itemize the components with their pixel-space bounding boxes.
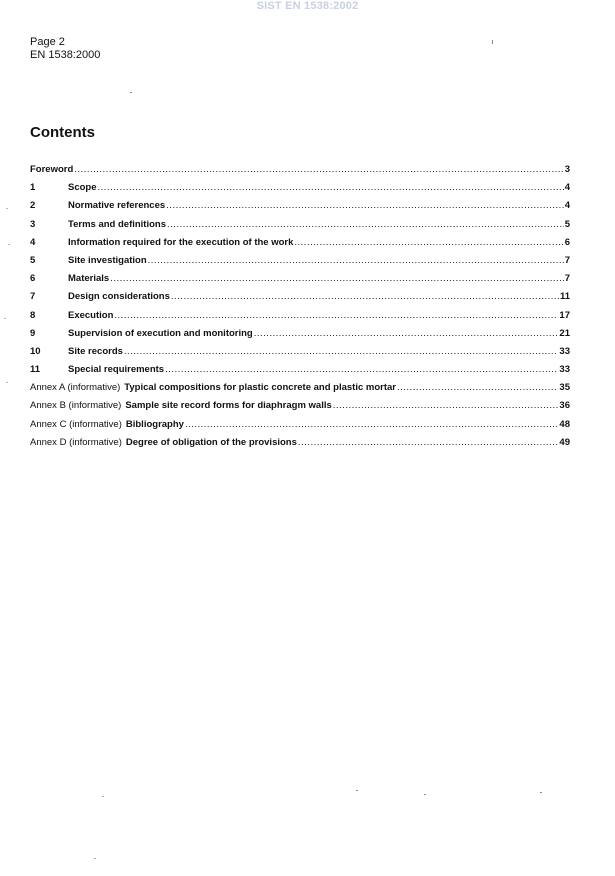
toc-dot-leader (74, 164, 563, 175)
toc-number: 3 (30, 218, 36, 230)
toc-page-number: 4 (564, 200, 570, 212)
toc-label: Special requirements (68, 364, 165, 376)
toc-page-number: 5 (564, 218, 570, 230)
page-label: Page 2 (30, 36, 65, 48)
toc-entry (30, 164, 570, 182)
toc-label: Site investigation (68, 254, 147, 266)
page-header (30, 36, 100, 62)
toc-dot-leader (148, 255, 564, 266)
toc-dot-leader (397, 382, 558, 393)
toc-number: 5 (30, 254, 36, 266)
toc-dot-leader (166, 200, 564, 211)
toc-label: Bibliography (125, 418, 184, 430)
toc-page-number: 11 (559, 291, 570, 303)
toc-page-number: 3 (564, 164, 570, 175)
toc-dot-leader (98, 182, 564, 193)
toc-number: 6 (30, 273, 36, 285)
toc-label: Information required for the execution of the work (68, 236, 294, 248)
toc-label: Terms and definitions (68, 218, 167, 230)
toc-page-number: 35 (559, 382, 570, 394)
toc-label: Typical compositions for plastic concrete and plastic mortar (124, 382, 396, 394)
toc-number: 1 (30, 182, 36, 194)
toc-entry (30, 419, 570, 437)
toc-page-number: 33 (559, 345, 570, 357)
toc-entry (30, 364, 570, 382)
toc-entry (30, 255, 570, 273)
document-id: EN 1538:2000 (30, 49, 101, 61)
toc-dot-leader (167, 219, 564, 230)
toc-entry (30, 291, 570, 309)
page-title: Contents (30, 124, 95, 141)
scan-speck (540, 792, 542, 793)
toc-annex-prefix: Annex B (informative) (30, 400, 122, 412)
toc-page-number: 49 (559, 436, 570, 448)
toc-label: Foreword (30, 164, 74, 175)
toc-number: 10 (30, 345, 41, 357)
toc-label: Supervision of execution and monitoring (68, 327, 253, 339)
toc-page-number: 36 (559, 400, 570, 412)
toc-number: 7 (30, 291, 36, 303)
scan-speck (356, 790, 358, 791)
toc-entry (30, 382, 570, 400)
toc-number: 11 (30, 364, 41, 376)
toc-number: 2 (30, 200, 36, 212)
toc-entry (30, 437, 570, 455)
toc-dot-leader (114, 310, 558, 321)
scan-speck (102, 796, 104, 797)
scan-speck (492, 40, 493, 44)
toc-label: Sample site record forms for diaphragm walls (125, 400, 332, 412)
scan-speck (130, 92, 132, 93)
toc-entry (30, 219, 570, 237)
toc-entry (30, 310, 570, 328)
toc-entry (30, 273, 570, 291)
toc-label: Site records (68, 345, 123, 357)
toc-dot-leader (254, 328, 559, 339)
toc-entry (30, 400, 570, 418)
toc-label: Execution (68, 309, 114, 321)
toc-annex-prefix: Annex A (informative) (30, 382, 121, 394)
toc-page-number: 48 (559, 418, 570, 430)
toc-annex-prefix: Annex D (informative) (30, 436, 122, 448)
toc-number: 4 (30, 236, 36, 248)
toc-entry (30, 237, 570, 255)
toc-annex-prefix: Annex C (informative) (30, 418, 122, 430)
toc-entry (30, 182, 570, 200)
toc-page-number: 21 (559, 327, 570, 339)
toc-entry (30, 328, 570, 346)
toc-dot-leader (185, 419, 558, 430)
toc-dot-leader (124, 346, 559, 357)
toc-dot-leader (110, 273, 564, 284)
scan-speck (8, 244, 10, 245)
toc-page-number: 33 (559, 364, 570, 376)
toc-label: Design considerations (68, 291, 170, 303)
scan-speck (6, 382, 8, 383)
toc-page-number: 7 (564, 273, 570, 285)
toc-page-number: 17 (559, 309, 570, 321)
toc-dot-leader (333, 400, 559, 411)
toc-entry (30, 346, 570, 364)
toc-label: Materials (68, 273, 110, 285)
toc-page-number: 6 (564, 236, 570, 248)
toc-label: Normative references (68, 200, 166, 212)
toc-number: 9 (30, 327, 36, 339)
toc-dot-leader (171, 291, 559, 302)
scan-speck (6, 208, 8, 209)
watermark: SIST EN 1538:2002 (256, 0, 359, 12)
scan-speck (424, 794, 426, 795)
scan-speck (94, 858, 96, 859)
toc-entry (30, 200, 570, 218)
toc-dot-leader (165, 364, 558, 375)
table-of-contents (30, 164, 570, 455)
toc-dot-leader (294, 237, 563, 248)
toc-label: Scope (68, 182, 97, 194)
toc-page-number: 7 (564, 254, 570, 266)
toc-page-number: 4 (564, 182, 570, 194)
scan-speck (4, 318, 6, 319)
toc-label: Degree of obligation of the provisions (125, 436, 297, 448)
toc-dot-leader (298, 437, 559, 448)
toc-number: 8 (30, 309, 36, 321)
